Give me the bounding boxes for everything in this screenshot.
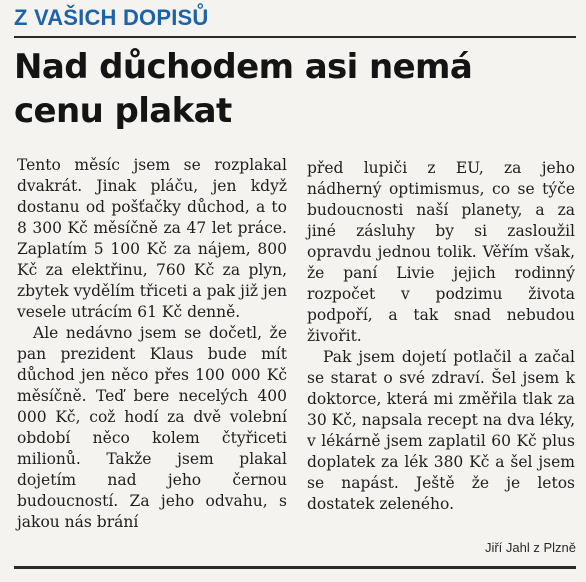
bottom-rule xyxy=(14,566,576,569)
top-rule xyxy=(14,36,576,38)
article-column-left xyxy=(17,155,287,533)
paragraph: Pak jsem dojetí potlačil a začal se starat o své zdraví. Šel jsem k doktorce, která mi změřila tlak za 30 Kč, napsala recept na dva léky, v lékárně jsem zaplatil 60 Kč plus doplatek za lék 380 Kč a šel jsem se napást. Ještě že je letos dostatek zeleného. xyxy=(307,348,575,513)
paragraph: Tento měsíc jsem se rozplakal dvakrát. Jinak pláču, jen když dostanu od pošťačky důchod, a to 8 300 Kč měsíčně za 47 let práce. Zaplatím 5 100 Kč za nájem, 800 Kč za elektřinu, 760 Kč za plyn, zbytek vydělím třiceti a pak již jen vesele utrácím 61 Kč denně. xyxy=(17,156,287,321)
headline-line-2: cenu plakat xyxy=(14,91,232,131)
article-column-right xyxy=(307,158,575,515)
paragraph: Ale nedávno jsem se dočetl, že pan prezident Klaus bude mít důchod jen něco přes 100 000 Kč měsíčně. Teď bere necelých 400 000 Kč, což hodí za dvě volební období něco kolem čtyřiceti milionů. Takže jsem plakal dojetím nad jeho černou budoucností. Za jeho odvahu, s jakou nás brání xyxy=(17,324,287,531)
headline-line-1: Nad důchodem asi nemá xyxy=(14,47,473,87)
headline xyxy=(14,45,574,133)
author-signature: Jiří Jahl z Plzně xyxy=(484,540,576,555)
paragraph: před lupiči z EU, za jeho nádherný optimismus, co se týče budoucnosti naší planety, a za jiné zásluhy by si zasloužil opravdu jednou tolik. Věřím však, že paní Livie jejich rodinný rozpočet v podzimu života podpoří, a tak snad nebudou živořit. xyxy=(307,159,575,345)
section-tag: Z VAŠICH DOPISŮ xyxy=(14,5,209,30)
